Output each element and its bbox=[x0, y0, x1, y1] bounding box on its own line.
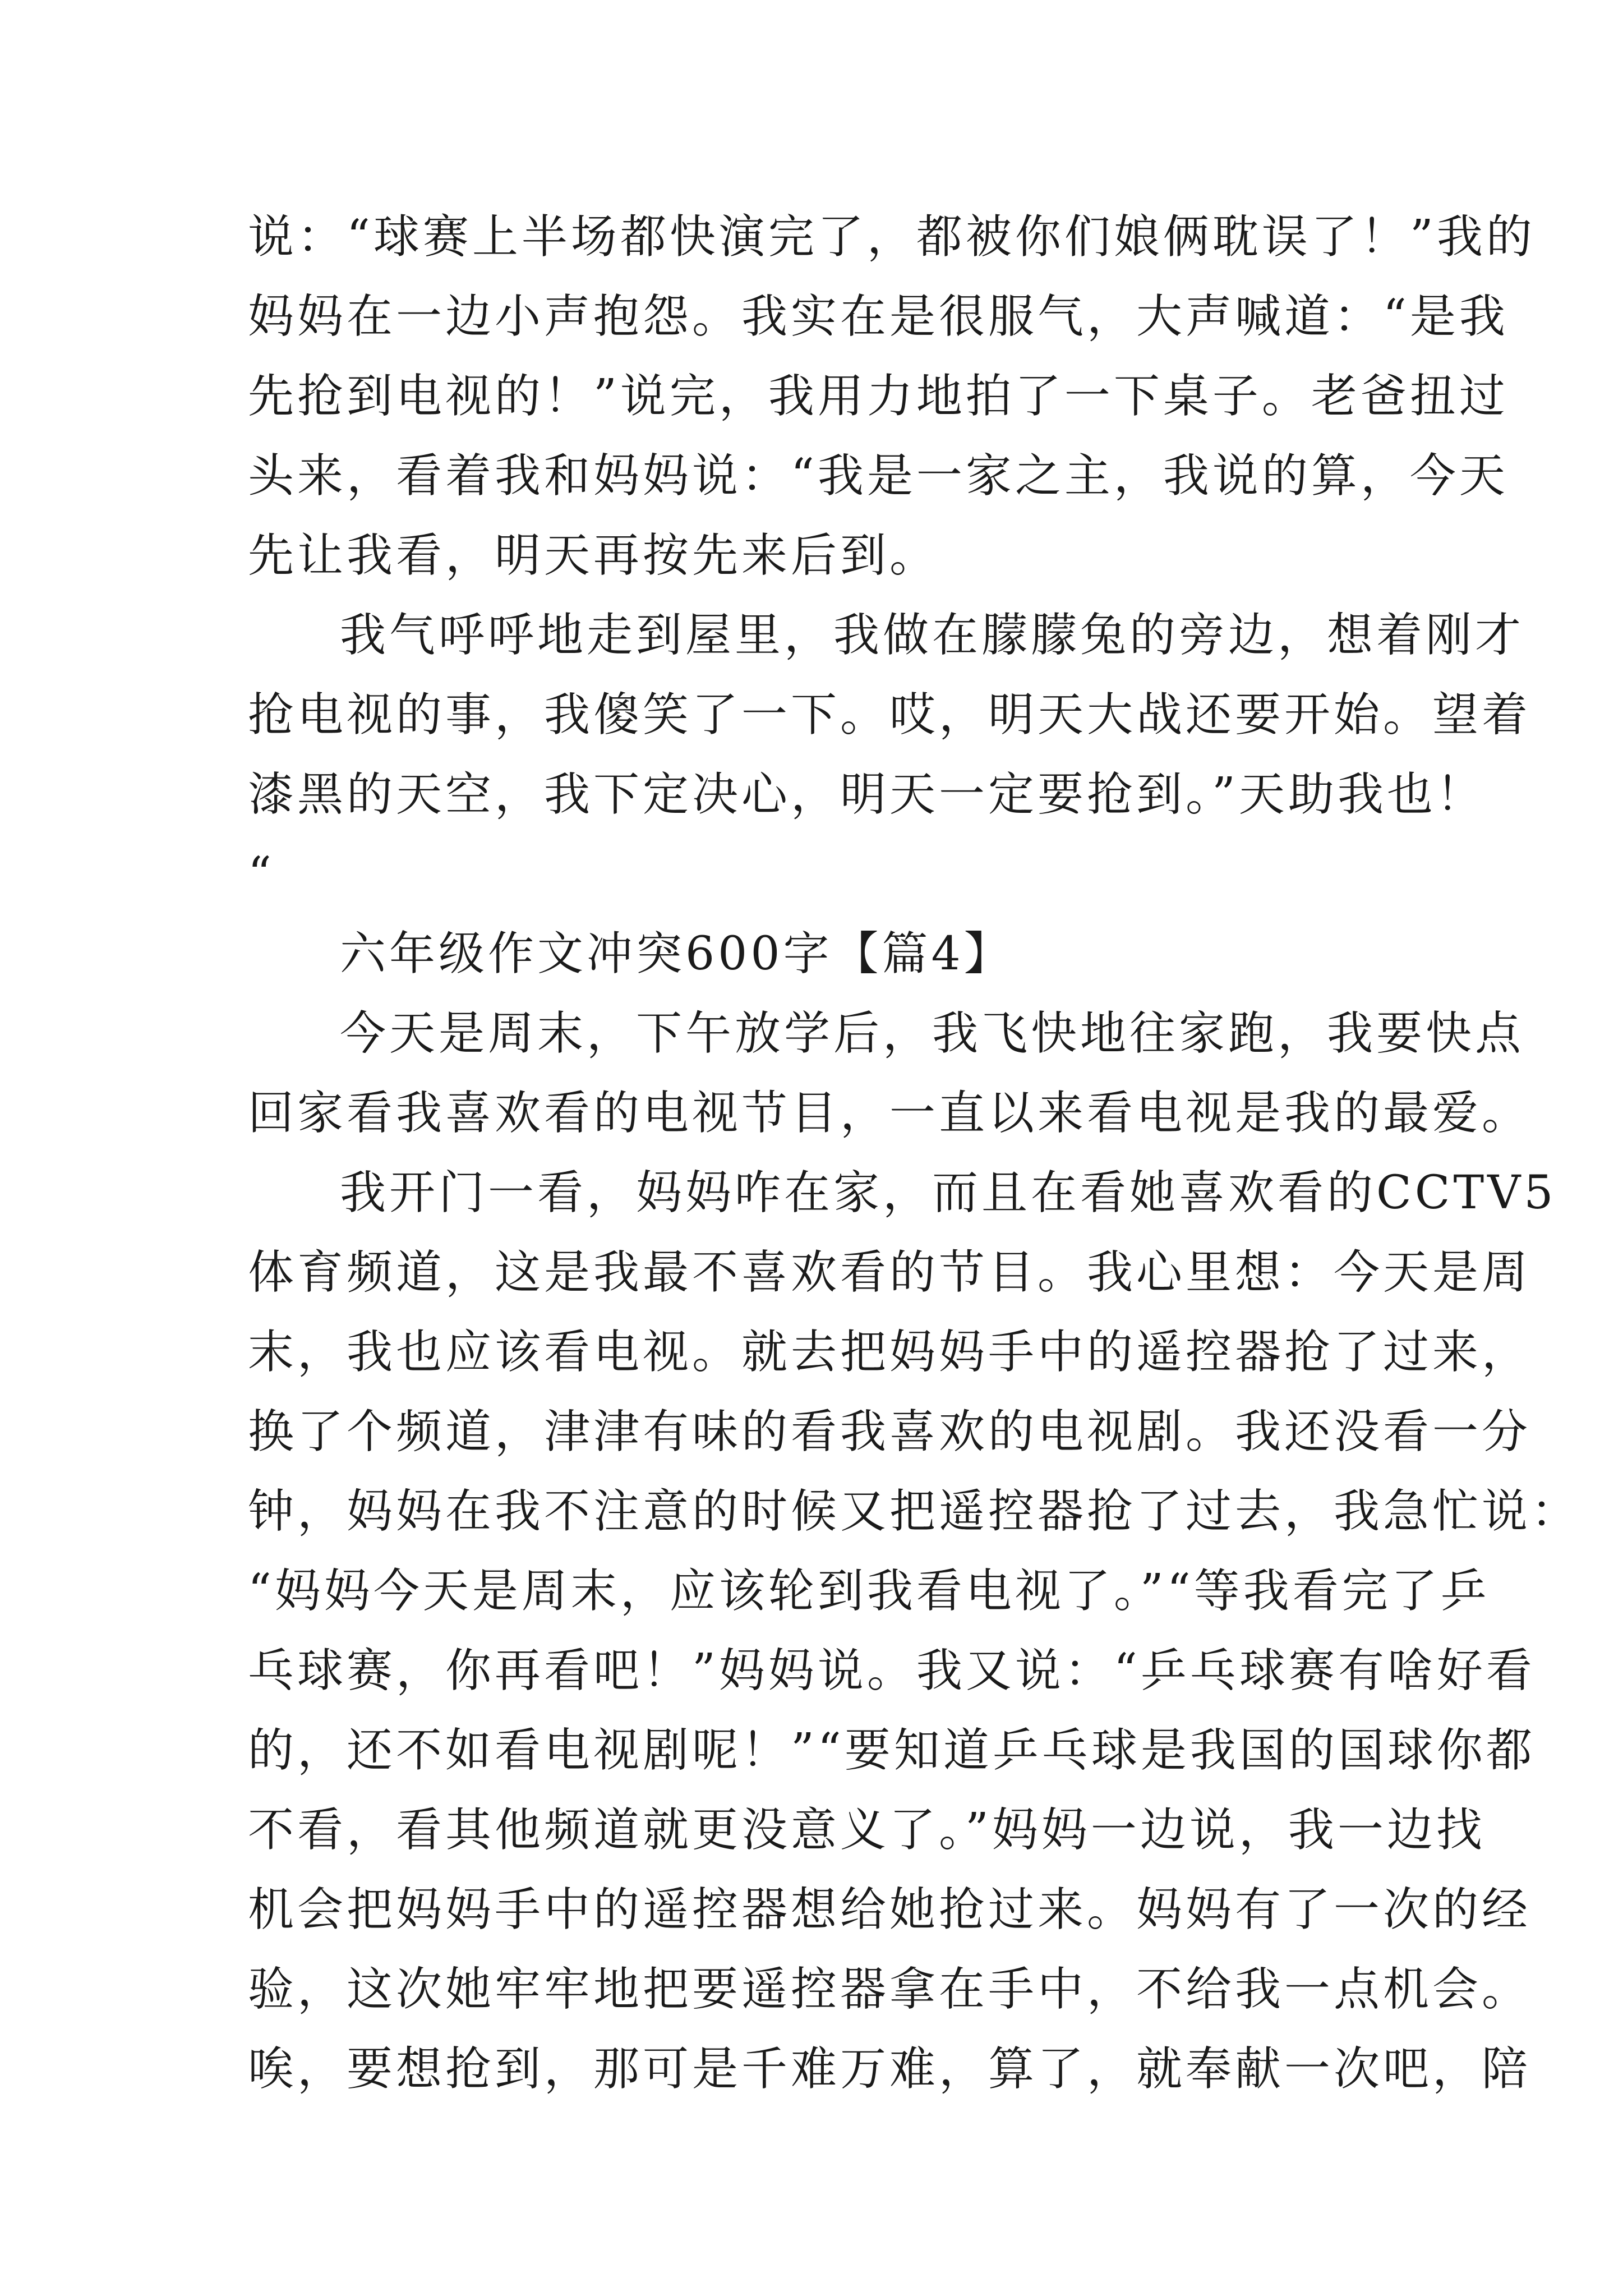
text-line: 末，我也应该看电视。就去把妈妈手中的遥控器抢了过来， bbox=[248, 1326, 1532, 1379]
text-line: 钟，妈妈在我不注意的时候又把遥控器抢了过去，我急忙说： bbox=[248, 1485, 1581, 1538]
text-line: 乓球赛，你再看吧！”妈妈说。我又说：“乒乓球赛有啥好看 bbox=[248, 1644, 1536, 1697]
text-line: 不看，看其他频道就更没意义了。”妈妈一边说，我一边找 bbox=[248, 1803, 1486, 1857]
paragraph-first-line: 我气呼呼地走到屋里，我做在朦朦兔的旁边，想着刚才 bbox=[340, 609, 1525, 662]
text-line: 的，还不如看电视剧呢！”“要知道乒乓球是我国的国球你都 bbox=[248, 1724, 1536, 1777]
text-line: 验，这次她牢牢地把要遥控器拿在手中，不给我一点机会。 bbox=[248, 1963, 1532, 2016]
text-line: “ bbox=[248, 848, 275, 901]
text-line: 妈妈在一边小声抱怨。我实在是很服气，大声喊道：“是我 bbox=[248, 290, 1509, 343]
text-line: 先让我看，明天再按先来后到。 bbox=[248, 529, 939, 582]
text-line: 抢电视的事，我傻笑了一下。哎，明天大战还要开始。望着 bbox=[248, 688, 1532, 742]
paragraph-first-line: 今天是周末，下午放学后，我飞快地往家跑，我要快点 bbox=[340, 1007, 1525, 1060]
paragraph-first-line: 我开门一看，妈妈咋在家，而且在看她喜欢看的CCTV5 bbox=[340, 1166, 1557, 1220]
text-line: 头来，看着我和妈妈说：“我是一家之主，我说的算，今天 bbox=[248, 449, 1509, 503]
text-line: 换了个频道，津津有味的看我喜欢的电视剧。我还没看一分 bbox=[248, 1405, 1532, 1458]
text-line: 机会把妈妈手中的遥控器想给她抢过来。妈妈有了一次的经 bbox=[248, 1883, 1532, 1936]
text-line: 体育频道，这是我最不喜欢看的节目。我心里想：今天是周 bbox=[248, 1246, 1532, 1299]
section-heading: 六年级作文冲突600字【篇4】 bbox=[340, 927, 1013, 981]
document-body bbox=[248, 197, 1581, 2109]
text-line: 唉，要想抢到，那可是千难万难，算了，就奉献一次吧，陪 bbox=[248, 2042, 1532, 2096]
text-line: “妈妈今天是周末，应该轮到我看电视了。”“等我看完了乒 bbox=[248, 1565, 1490, 1618]
text-line: 回家看我喜欢看的电视节目，一直以来看电视是我的最爱。 bbox=[248, 1087, 1532, 1140]
text-line: 先抢到电视的！”说完，我用力地拍了一下桌子。老爸扭过 bbox=[248, 370, 1509, 423]
text-line: 说：“球赛上半场都快演完了，都被你们娘俩耽误了！”我的 bbox=[248, 210, 1536, 264]
text-line: 漆黑的天空，我下定决心，明天一定要抢到。”天助我也！ bbox=[248, 768, 1486, 821]
